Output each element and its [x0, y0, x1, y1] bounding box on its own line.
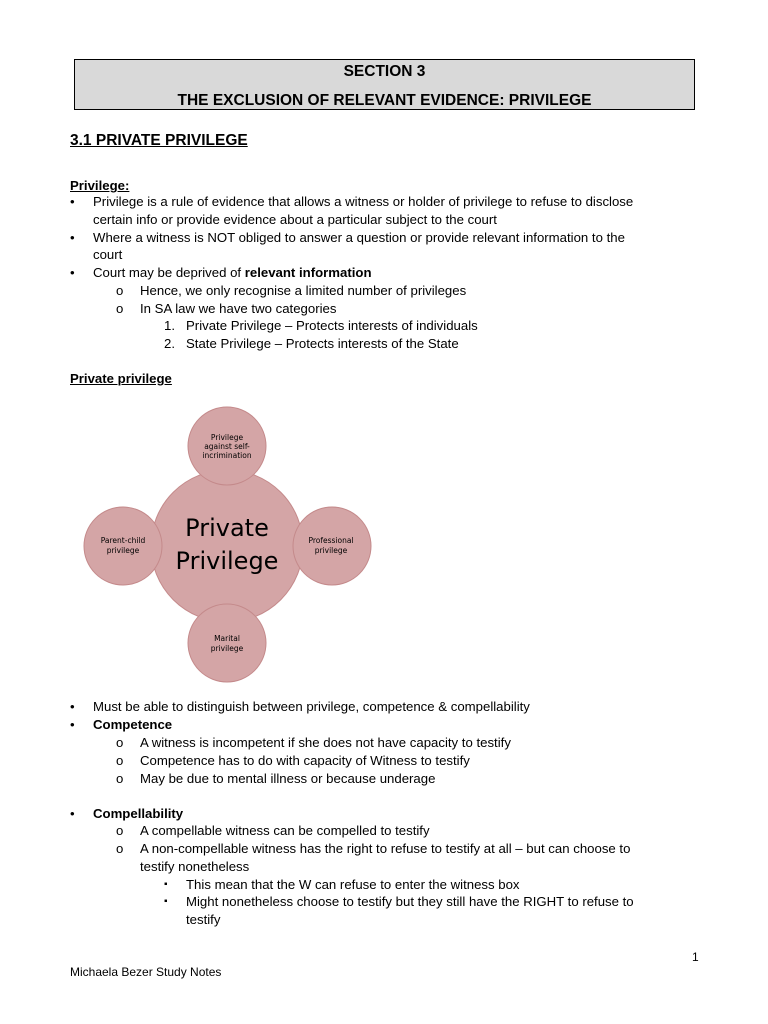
section-header-box: [74, 59, 695, 110]
privilege-heading: Privilege:: [70, 178, 130, 193]
competence-sub-2: Competence has to do with capacity of Witness to testify: [140, 753, 470, 768]
competence-sub-1: A witness is incompetent if she does not have capacity to testify: [140, 735, 511, 750]
circle-marker: o: [116, 735, 124, 750]
bullet-3-bold: relevant information: [244, 265, 372, 280]
compellability-heading: Compellability: [93, 806, 184, 821]
circle-marker: o: [116, 283, 124, 298]
number-marker-2: 2.: [164, 336, 175, 351]
privilege-bullet-1b: certain info or provide evidence about a particular subject to the court: [93, 212, 497, 227]
bullet-marker: •: [70, 699, 75, 714]
section-number: SECTION 3: [343, 63, 426, 80]
circle-marker: o: [116, 301, 124, 316]
privilege-bullet-2a: Where a witness is NOT obliged to answer a question or provide relevant information to the: [93, 230, 625, 245]
page-number: 1: [692, 950, 699, 964]
bottom-label-2: privilege: [210, 644, 244, 653]
competence-heading: Competence: [93, 717, 173, 732]
section-title: THE EXCLUSION OF RELEVANT EVIDENCE: PRIVILEGE: [177, 92, 592, 109]
bottom-circle: [188, 604, 266, 682]
number-marker-1: 1.: [164, 318, 175, 333]
bottom-label-1: Marital: [214, 634, 240, 643]
competence-sub-3: May be due to mental illness or because underage: [140, 771, 436, 786]
bullet-marker: •: [70, 230, 75, 245]
circle-marker: o: [116, 771, 124, 786]
compellability-square-2b: testify: [186, 912, 221, 927]
footer-text: Michaela Bezer Study Notes: [70, 965, 222, 979]
compellability-square-2a: Might nonetheless choose to testify but they still have the RIGHT to refuse to: [186, 894, 634, 909]
privilege-bullet-3: [93, 264, 372, 282]
heading-private-privilege: 3.1 PRIVATE PRIVILEGE: [70, 132, 248, 149]
privilege-sub-2: In SA law we have two categories: [140, 301, 337, 316]
bullet-3-text: Court may be deprived of: [93, 265, 245, 280]
bullet-marker: •: [70, 717, 75, 732]
bullet-marker: •: [70, 265, 75, 280]
competence-intro: Must be able to distinguish between privilege, competence & compellability: [93, 699, 530, 714]
bullet-marker: •: [70, 806, 75, 821]
top-label-1: Privilege: [210, 433, 244, 442]
privilege-num-2: State Privilege – Protects interests of the State: [186, 336, 459, 351]
private-privilege-heading: Private privilege: [70, 371, 172, 386]
privilege-num-1: Private Privilege – Protects interests of individuals: [186, 318, 478, 333]
left-label-1: Parent-child: [100, 536, 146, 545]
center-label-2: Privilege: [175, 547, 279, 575]
top-label-3: incrimination: [202, 451, 252, 460]
center-circle: [151, 470, 303, 622]
private-privilege-diagram: [78, 405, 378, 685]
compellability-sub-2b: testify nonetheless: [140, 859, 250, 874]
compellability-sub-2a: A non-compellable witness has the right to refuse to testify at all – but can choose to: [140, 841, 631, 856]
privilege-bullet-2b: court: [93, 247, 123, 262]
right-label-1: Professional: [308, 536, 354, 545]
privilege-bullet-1a: Privilege is a rule of evidence that allows a witness or holder of privilege to refuse to disclose: [93, 194, 634, 209]
compellability-sub-1: A compellable witness can be compelled to testify: [140, 823, 430, 838]
right-label-2: privilege: [314, 546, 348, 555]
square-marker: ▪: [164, 879, 168, 890]
left-label-2: privilege: [106, 546, 140, 555]
circle-marker: o: [116, 841, 124, 856]
top-label-2: against self-: [204, 442, 250, 451]
circle-marker: o: [116, 823, 124, 838]
center-label-1: Private: [185, 514, 269, 542]
circle-marker: o: [116, 753, 124, 768]
privilege-sub-1: Hence, we only recognise a limited number of privileges: [140, 283, 467, 298]
compellability-square-1: This mean that the W can refuse to enter the witness box: [186, 877, 520, 892]
square-marker: ▪: [164, 896, 168, 907]
bullet-marker: •: [70, 194, 75, 209]
